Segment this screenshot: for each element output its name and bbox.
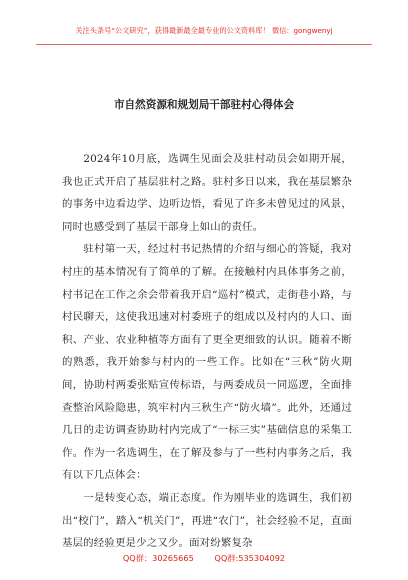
document-body <box>62 148 352 555</box>
body-paragraph-3: 一是转变心态，端正态度。作为刚毕业的选调生，我们初出“校门”，踏入“机关门”，再进“农门”，社会经验不足，直面基层的经验更是少之又少。面对纷繁复杂 <box>62 491 352 550</box>
header-promo-note: 关注头条号“公文研究”，获得最新最全最专业的公文资料库！ 微信：gongwenyj <box>75 26 333 35</box>
footer-qq-group-2: QQ群:535304092 <box>214 553 286 563</box>
document-title: 市自然资源和规划局干部驻村心得体会 <box>113 99 295 111</box>
footer-qq-groups <box>0 553 408 564</box>
body-paragraph-1: 2024年10月底，选调生见面会及驻村动员会如期开展，我也正式开启了基层驻村之路。驻村多日以来，我在基层繁杂的事务中边看边学、边听边悟，看见了许多未曾见过的风景，同时也感受到了基层干部身上如山的责任。 <box>62 153 352 233</box>
footer-qq-group-1: QQ群：30265665 <box>122 553 194 563</box>
body-paragraph-2: 驻村第一天，经过村书记热情的介绍与细心的答疑，我对村庄的基本情况有了简单的了解。在接触村内具体事务之前，村书记在工作之余会带着我开启“巡村”模式，走街巷小路，与村民聊天，这使我迅速对村委班子的组成以及村内的人口、面积、产业、农业种植等方面有了更全更细致的认识。随着不断的熟悉，我开始参与村内的一些工作。比如在“三秋”防火期间，协助村两委张贴宣传标语，与两委成员一同巡逻，全面排查整治风险隐患，筑牢村内三秋生产“防火墙”。此外，还通过几日的走访调查协助村内完成了“一标三实”基础信息的采集工作。作为一名选调生，在了解及参与了一些村内事务之后，我有以下几点体会： <box>62 243 352 482</box>
header-divider <box>36 44 372 45</box>
